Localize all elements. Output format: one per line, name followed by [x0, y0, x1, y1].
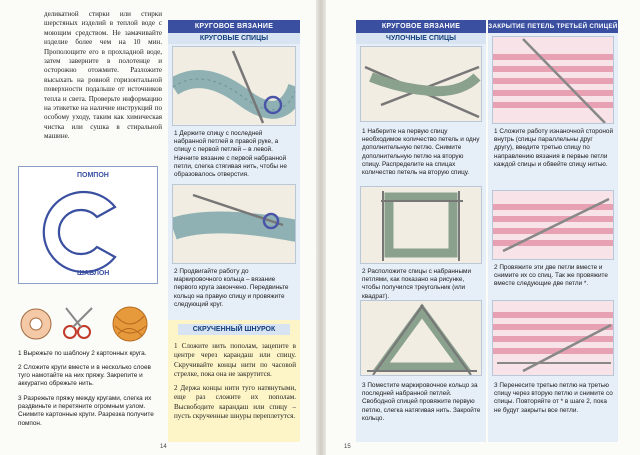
three-needle-step3: 3 Перенесите третью петлю на третью спицу через вторую петлю и снимите со спицы. Повторяйте от * в шаге 2, пока не будут закрыты все петли. [494, 382, 613, 414]
dpn-illustration-1 [360, 46, 482, 122]
pompon-template-shape [19, 173, 159, 283]
three-needle-illustration-3 [492, 300, 614, 376]
pompon-photos [18, 302, 158, 346]
left-page [0, 0, 316, 455]
yarn-ball-icon [113, 307, 147, 341]
pompon-box [18, 166, 158, 284]
three-needle-step2: 2 Провяжите эти две петли вместе и снимите их со спиц. Так же провяжите вместе следующие две петли *. [494, 264, 608, 288]
right-page [326, 0, 640, 455]
three-needle-illustration-2 [492, 190, 614, 260]
circular-step2: 2 Продвигайте работу до маркировочного кольца – вязание первого круга закончено. Передвиньте кольцо на правую спицу и провяжите следующий круг. [174, 268, 289, 308]
dpn-header: КРУГОВОЕ ВЯЗАНИЕ [356, 20, 486, 33]
page-number-left: 14 [160, 444, 167, 450]
pompon-title: ПОМПОН [77, 172, 109, 179]
pompon-step3: 3 Разрежьте пряжу между кругами, слегка их раздвиньте и перетяните огромным узлом. Снимите картонные круги. Разрезка получите помпон. [18, 395, 154, 427]
care-instructions-text: деликатной стирки или стирки шерстяных изделий в теплой воде с моющим средством. Не замачивайте изделие более чем на 10 мин. Прополощите его в прохладной воде, затем заверните в полотенце и осторожно отожмите. Разложите высыхать на ровной горизонтальной поверхности подальше от источников тепла и света. Проверьте информацию на этикетке на наличие инструкций по особому уходу, таким как химическая чистка или сушка в стиральной машине. [44, 10, 162, 141]
book-gutter [316, 0, 326, 455]
twisted-cord-box [168, 320, 300, 442]
three-needle-step1: 1 Сложите работу изнаночной стороной внутрь (спицы параллельны друг другу), введите третью спицу по направлению вязания в первые петли каждой спицы и обвейте спицу нитью. [494, 128, 614, 168]
dpn-step3: 3 Поместите маркировочное кольцо за последней набранной петлей. Свободной спицей провяжите первую петлю, слегка натягивая нить. Закройте кольцо. [362, 382, 481, 422]
dpn-illustration-2 [360, 186, 482, 264]
circular-knitting-header: КРУГОВОЕ ВЯЗАНИЕ [168, 20, 300, 33]
dpn-illustration-3 [360, 300, 482, 376]
twisted-cord-header: СКРУЧЕННЫЙ ШНУРОК [178, 324, 290, 335]
pompon-step1: 1 Вырежьте по шаблону 2 картонных круга. [18, 350, 147, 357]
circular-needles-illustration-2 [172, 184, 296, 264]
scissors-icon [64, 308, 92, 338]
cord-step1: 1 Сложите нить пополам, зацепите в центре через карандаш или спицу. Скручивайте концы нити по часовой стрелке, пока она не закрутится. [174, 342, 296, 379]
circular-needles-subheader: КРУГОВЫЕ СПИЦЫ [168, 33, 300, 44]
dpn-step2: 2 Расположите спицы с набранными петлями, как показано на рисунке, чтобы получился треугольник (или квадрат). [362, 268, 472, 300]
dpn-step1: 1 Наберите на первую спицу необходимое количество петель и одну дополнительную петлю. Снимите дополнительную петлю на вторую спицу. Распределите на спицах количество петель на вторую спицу. [362, 128, 480, 177]
three-needle-illustration-1 [492, 36, 614, 124]
dpn-subheader: ЧУЛОЧНЫЕ СПИЦЫ [356, 33, 486, 44]
cord-step2: 2 Держа концы нити туго натянутыми, еще раз сложите их пополам. Высвободите карандаш или спицу – пусть скрученные шнуры переплетутся. [174, 384, 296, 421]
pompon-step2: 2 Сложите круги вместе и в несколько слоев туго намотайте на них пряжу. Закрепите и аккуратно обрежьте нить. [18, 364, 151, 388]
template-label: ШАБЛОН [77, 270, 110, 277]
circular-needles-illustration-1 [172, 46, 296, 126]
page-number-right: 15 [344, 444, 351, 450]
cardboard-rings-icon [21, 309, 51, 339]
three-needle-header: ЗАКРЫТИЕ ПЕТЕЛЬ ТРЕТЬЕЙ СПИЦЕЙ [488, 20, 618, 33]
circular-step1: 1 Держите спицу с последней набранной петлей в правой руке, а спицу с первой петлей – в левой. Начните вязание с первой набранной петли, слегка стягивая нить, чтобы не образовалось отверстия. [174, 130, 287, 179]
